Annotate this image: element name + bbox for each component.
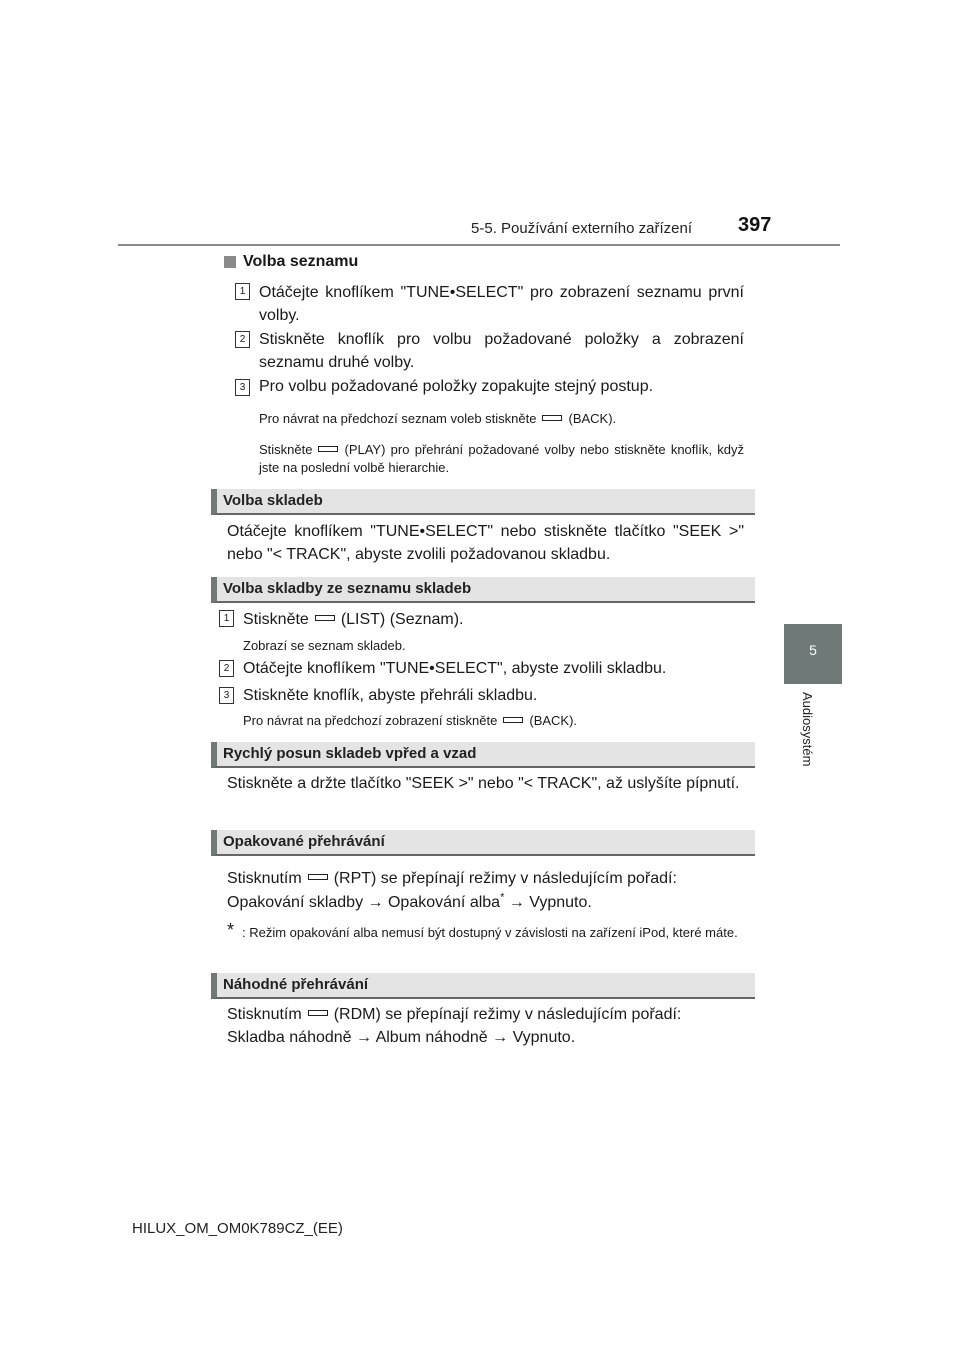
step-text-part: Stiskněte — [243, 611, 309, 628]
paragraph: Otáčejte knoflíkem "TUNE•SELECT" nebo stiskněte tlačítko "SEEK >" nebo "< TRACK", abyste zvolili požadovanou skladbu. — [227, 523, 744, 563]
step-number: 2 — [219, 660, 234, 677]
note — [259, 441, 744, 477]
section-header — [211, 973, 755, 999]
arrow-icon: → — [367, 894, 384, 911]
document-code: HILUX_OM_OM0K789CZ_(EE) — [132, 1220, 343, 1237]
note: Zobrazí se seznam skladeb. — [243, 638, 406, 653]
text-part: Opakování skladby — [227, 894, 364, 911]
note-text: Pro návrat na předchozí seznam voleb stiskněte — [259, 411, 537, 426]
text-part: Vypnuto. — [512, 1029, 576, 1046]
section-title: Volba skladby ze seznamu skladeb — [223, 580, 472, 597]
note — [259, 410, 744, 428]
footnote: : Režim opakování alba nemusí být dostupný v závislosti na zařízení iPod, které máte. — [242, 925, 738, 940]
step-number: 1 — [219, 610, 234, 627]
step-number: 2 — [235, 331, 250, 348]
step-number: 3 — [219, 687, 234, 704]
note-text: Stiskněte — [259, 442, 313, 457]
note-text: (PLAY) pro přehrání požadované volby nebo stiskněte knoflík, když jste na poslední volbě hierarchie. — [259, 442, 744, 475]
section-header — [211, 742, 755, 768]
section-title: Volba skladeb — [223, 492, 323, 509]
section-title: Opakované přehrávání — [223, 833, 385, 850]
page-number: 397 — [738, 214, 772, 236]
step-text: Pro volbu požadované položky zopakujte stejný postup. — [259, 378, 654, 395]
note-text: Pro návrat na předchozí zobrazení stiskněte — [243, 713, 498, 728]
play-button-icon — [318, 446, 338, 452]
paragraph — [227, 891, 744, 914]
step-text — [243, 608, 743, 631]
step-number: 3 — [235, 379, 250, 396]
text-part: Stisknutím — [227, 1006, 302, 1023]
step-text: Stiskněte knoflík, abyste přehráli skladbu. — [243, 687, 538, 704]
running-header: 5-5. Používání externího zařízení — [471, 220, 692, 237]
back-button-icon — [542, 415, 562, 421]
step-text: Otáčejte knoflíkem "TUNE•SELECT" pro zobrazení seznamu první volby. — [259, 284, 744, 324]
arrow-icon: → — [508, 894, 525, 911]
back-button-icon — [503, 717, 523, 723]
note-text: (BACK). — [529, 713, 578, 728]
step-text-part: (LIST) (Seznam). — [340, 611, 464, 628]
text-part: Opakování alba — [387, 894, 501, 911]
text-part: Vypnuto. — [529, 894, 592, 911]
note-text: (BACK). — [568, 411, 617, 426]
text-part: (RDM) se přepínají režimy v následujícím pořadí: — [333, 1006, 682, 1023]
footnote-star: * — [227, 920, 235, 940]
paragraph — [227, 1026, 744, 1049]
footnote-marker: * — [500, 891, 505, 904]
arrow-icon: → — [356, 1029, 373, 1046]
text-part: Stisknutím — [227, 870, 302, 887]
section-header — [211, 577, 755, 603]
chapter-label: Audiosystém — [800, 692, 815, 767]
paragraph — [227, 1003, 744, 1026]
step-text: Otáčejte knoflíkem "TUNE•SELECT", abyste zvolili skladbu. — [243, 660, 667, 677]
arrow-icon: → — [492, 1029, 509, 1046]
square-bullet-icon — [224, 256, 236, 268]
text-part: Album náhodně — [375, 1029, 488, 1046]
section-header — [211, 489, 755, 515]
section-title: Náhodné přehrávání — [223, 976, 369, 993]
step-number: 1 — [235, 283, 250, 300]
paragraph: Stiskněte a držte tlačítko "SEEK >" nebo "< TRACK", až uslyšíte pípnutí. — [227, 775, 740, 792]
header-divider — [118, 244, 840, 246]
rdm-button-icon — [308, 1010, 328, 1016]
list-button-icon — [315, 615, 335, 621]
rpt-button-icon — [308, 874, 328, 880]
section-header — [211, 830, 755, 856]
step-text: Stiskněte knoflík pro volbu požadované položky a zobrazení seznamu druhé volby. — [259, 331, 744, 371]
subheading-volba-seznamu: Volba seznamu — [243, 253, 359, 270]
note — [243, 712, 743, 730]
paragraph — [227, 867, 744, 890]
chapter-number: 5 — [809, 642, 817, 658]
section-title: Rychlý posun skladeb vpřed a vzad — [223, 745, 477, 762]
text-part: Skladba náhodně — [227, 1029, 352, 1046]
text-part: (RPT) se přepínají režimy v následujícím pořadí: — [333, 870, 677, 887]
